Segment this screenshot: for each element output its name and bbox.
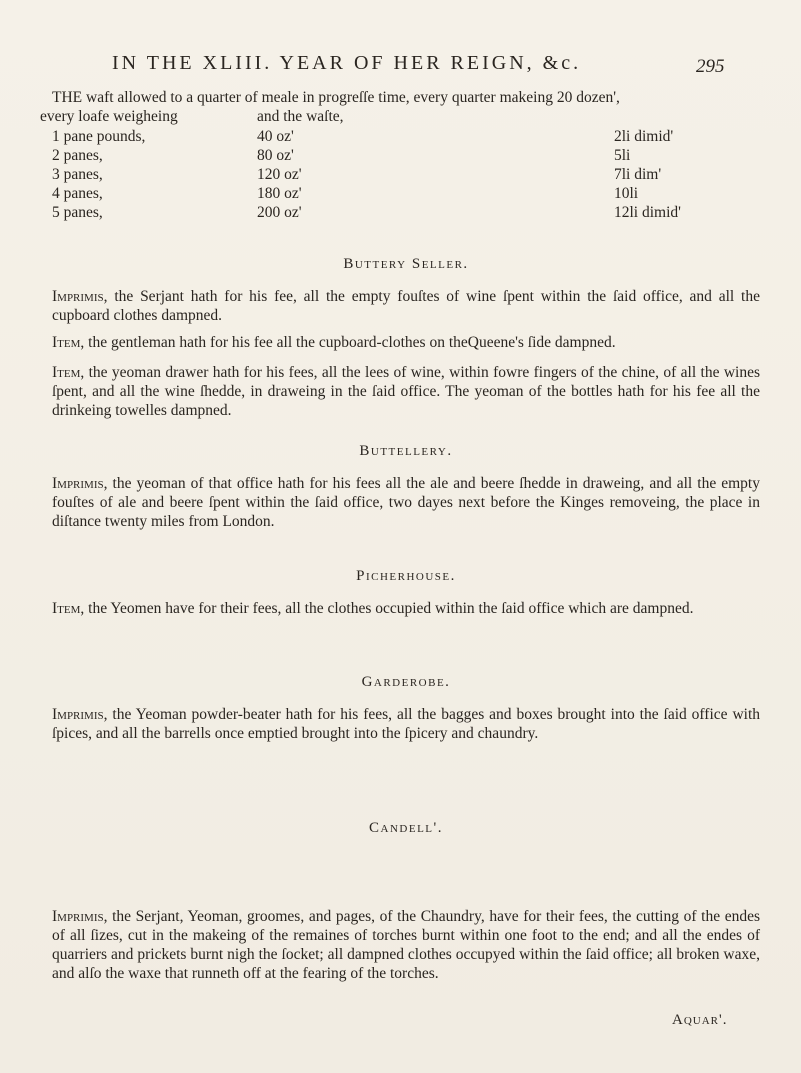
- paragraph-text: the gentleman hath for his fee all the cupboard-clothes on theQueene's ſide dampned.: [84, 334, 616, 351]
- paragraph: [52, 599, 760, 618]
- paragraph-text: the Serjant hath for his fee, all the empty fouſtes of wine ſpent within the ſaid office, and all the cupboard clothes dampned.: [52, 288, 760, 324]
- paragraph-lead: Imprimis,: [52, 706, 108, 723]
- paragraph-lead: Imprimis,: [52, 288, 108, 305]
- section-heading: Buttery Seller.: [343, 256, 469, 272]
- section-heading: Picherhouse.: [356, 568, 456, 584]
- table-row-price: 2li dimid': [614, 128, 674, 145]
- paragraph-lead: Item,: [52, 364, 85, 381]
- table-row-weight: 200 oz': [257, 204, 302, 221]
- table-row-weight: 80 oz': [257, 147, 294, 164]
- paragraph-text: the yeoman drawer hath for his fees, all the lees of wine, within fowre fingers of the chine, of all the wines ſpent, and all the wine ſhedde, in draweing in the ſaid office. The yeoman of the bottles hath for his fee all the drinkeing towelles dampned.: [52, 364, 760, 419]
- table-row-panes: 4 panes,: [52, 185, 103, 202]
- paragraph: [52, 474, 760, 531]
- paragraph-lead: Item,: [52, 600, 85, 617]
- paragraph: [52, 705, 760, 743]
- table-row-price: 10li: [614, 185, 639, 202]
- table-row-weight: 40 oz': [257, 128, 294, 145]
- intro-line: THE waft allowed to a quarter of meale in progreſſe time, every quarter makeing 20 dozen',: [52, 89, 620, 106]
- paragraph-text: the Serjant, Yeoman, groomes, and pages, of the Chaundry, have for their fees, the cutting of the endes of all ſizes, cut in the makeing of the remaines of torches burnt within one foot to the end; and all the endes of quarriers and prickets burnt nigh the ſocket; all dampned clothes occupyed within the ſaid office; all broken waxe, and alſo the waxe that runneth off at the fearing of the torches.: [52, 908, 760, 982]
- section-heading: Garderobe.: [361, 674, 451, 690]
- table-row-price: 12li dimid': [614, 204, 681, 221]
- paragraph: [52, 287, 760, 325]
- paragraph: [52, 333, 760, 352]
- table-row-panes: 1 pane pounds,: [52, 128, 146, 145]
- section-heading: Candell'.: [369, 820, 443, 836]
- table-row-panes: 2 panes,: [52, 147, 103, 164]
- paragraph-lead: Item,: [52, 334, 85, 351]
- paragraph-lead: Imprimis,: [52, 475, 108, 492]
- section-heading: Buttellery.: [359, 443, 453, 459]
- paragraph-text: the Yeomen have for their fees, all the clothes occupied within the ſaid office which are dampned.: [84, 600, 694, 617]
- intro-line-left: every loafe weigheing: [40, 108, 178, 125]
- page-number: 295: [696, 56, 725, 77]
- table-row-price: 7li dim': [614, 166, 662, 183]
- table-row-panes: 5 panes,: [52, 204, 103, 221]
- table-row-weight: 120 oz': [257, 166, 302, 183]
- table-row-panes: 3 panes,: [52, 166, 103, 183]
- running-head: IN THE XLIII. YEAR OF HER REIGN, &c.: [112, 52, 582, 74]
- paragraph: [52, 907, 760, 983]
- table-row-weight: 180 oz': [257, 185, 302, 202]
- catchword: Aquar'.: [672, 1012, 728, 1028]
- paragraph-lead: Imprimis,: [52, 908, 108, 925]
- paragraph-text: the yeoman of that office hath for his fees all the ale and beere ſhedde in draweing, and all the empty fouſtes of ale and beere ſpent within the ſaid office, two dayes next before the Kinges removeing, the place in diſtance twenty miles from London.: [52, 475, 760, 530]
- paragraph: [52, 363, 760, 420]
- intro-line-right: and the waſte,: [257, 108, 344, 125]
- paragraph-text: the Yeoman powder-beater hath for his fees, all the bagges and boxes brought into the ſaid office with ſpices, and all the barrells once emptied brought into the ſpicery and chaundry.: [52, 706, 760, 742]
- table-row-price: 5li: [614, 147, 631, 164]
